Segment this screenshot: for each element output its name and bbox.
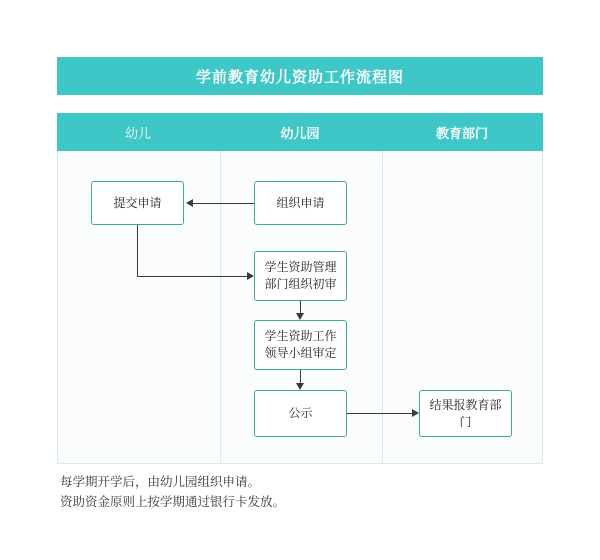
footnotes <box>60 472 540 512</box>
arrow-down-icon-2 <box>296 383 304 390</box>
connector-submit-down <box>137 225 138 276</box>
arrow-right-icon <box>247 272 254 280</box>
connector-leader-review-to-publicize <box>300 370 301 383</box>
column-header-education-department: 教育部门 <box>435 125 488 141</box>
column-divider-1 <box>220 151 221 464</box>
column-divider-2 <box>382 151 383 464</box>
arrow-down-icon <box>296 313 304 320</box>
node-first-review[interactable]: 学生资助管理 部门组织初审 <box>254 251 347 301</box>
footnote-line-2: 资助资金原则上按学期通过银行卡发放。 <box>60 495 286 509</box>
column-header-kindergarten: 幼儿园 <box>280 125 320 141</box>
node-submit-application[interactable]: 提交申请 <box>91 181 184 225</box>
diagram-title: 学前教育幼儿资助工作流程图 <box>57 57 543 95</box>
column-header-children: 幼儿 <box>124 125 151 141</box>
connector-submit-to-first-review <box>137 276 249 277</box>
arrow-right-icon-2 <box>412 409 419 417</box>
footnote-line-1: 每学期开学后，由幼儿园组织申请。 <box>60 475 261 489</box>
connector-publicize-to-report <box>347 413 414 414</box>
arrow-left-icon <box>186 199 193 207</box>
node-report-to-education-department[interactable]: 结果报教育部门 <box>419 390 512 437</box>
flowchart-body <box>57 151 543 464</box>
connector-organize-to-submit <box>191 203 254 204</box>
column-header-row <box>57 113 543 151</box>
node-publicize[interactable]: 公示 <box>254 390 347 437</box>
node-leader-group-review[interactable]: 学生资助工作 领导小组审定 <box>254 320 347 370</box>
node-organize-application[interactable]: 组织申请 <box>254 181 347 225</box>
